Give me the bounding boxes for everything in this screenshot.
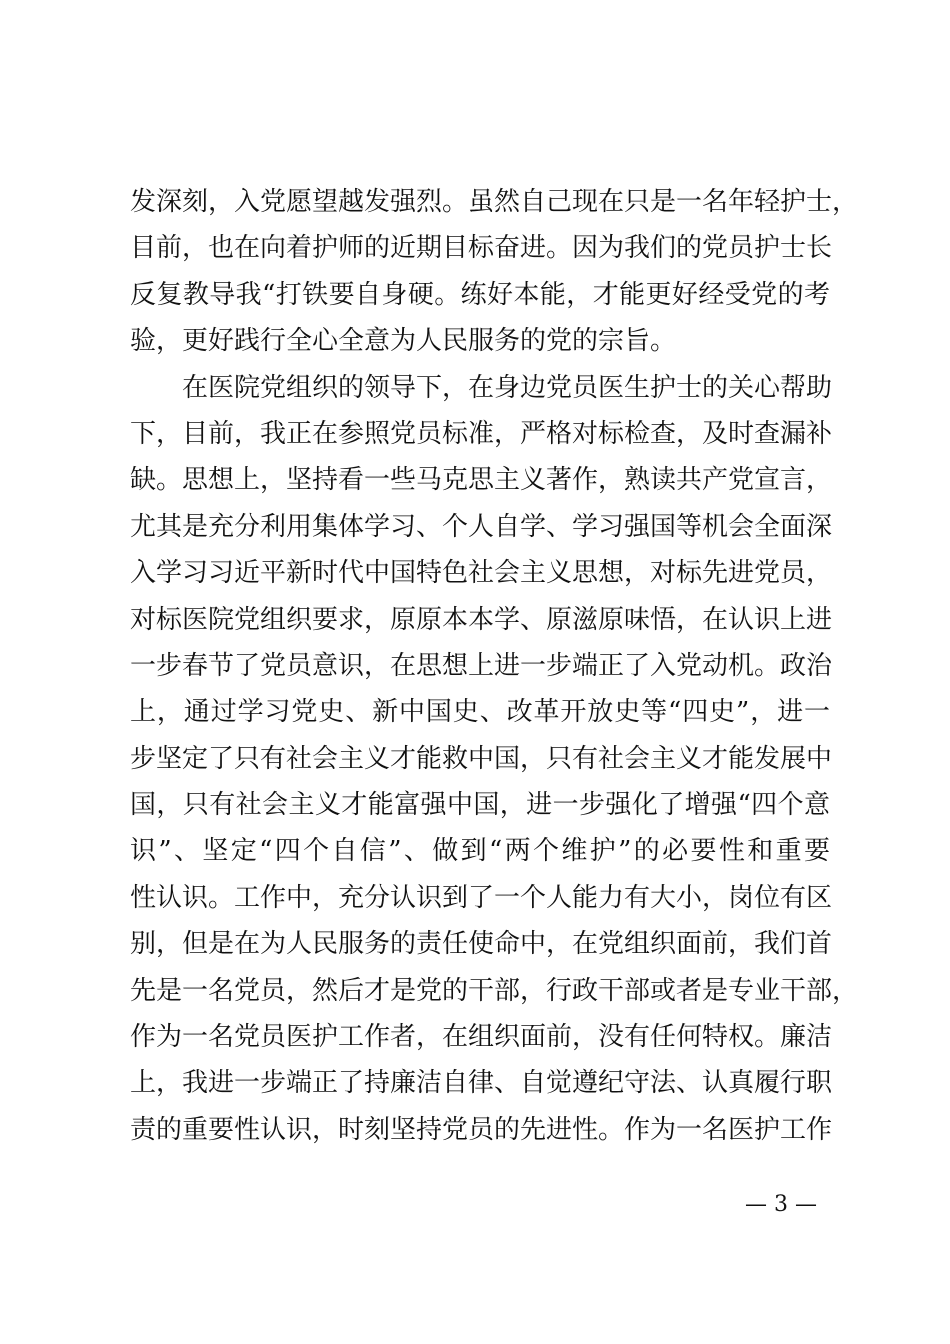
text-line: 责的重要性认识，时刻坚持党员的先进性。作为一名医护工作 xyxy=(130,1114,833,1145)
text-line: 入学习习近平新时代中国特色社会主义思想，对标先进党员， xyxy=(130,558,833,589)
text-line: 一步春节了党员意识，在思想上进一步端正了入党动机。政治 xyxy=(130,650,833,681)
text-line: 上，我进一步端正了持廉洁自律、自觉遵纪守法、认真履行职 xyxy=(130,1068,833,1099)
paragraph-1 xyxy=(130,179,859,365)
paragraph-2 xyxy=(130,365,859,1154)
text-line: 别，但是在为人民服务的责任使命中，在党组织面前，我们首 xyxy=(130,929,833,960)
text-line: 验，更好践行全心全意为人民服务的党的宗旨。 xyxy=(130,326,677,357)
text-line: 下，目前，我正在参照党员标准，严格对标检查，及时查漏补 xyxy=(130,418,833,449)
text-line: 识”、坚定“四个自信”、做到“两个维护”的必要性和重要 xyxy=(130,836,830,867)
text-line: 对标医院党组织要求，原原本本学、原滋原味悟，在认识上进 xyxy=(130,604,833,635)
page-number: — 3 — xyxy=(745,1192,817,1217)
text-line: 先是一名党员，然后才是党的干部，行政干部或者是专业干部， xyxy=(130,975,859,1006)
text-line: 在医院党组织的领导下，在身边党员医生护士的关心帮助 xyxy=(182,372,833,403)
text-line: 步坚定了只有社会主义才能救中国，只有社会主义才能发展中 xyxy=(130,743,833,774)
text-line: 目前，也在向着护师的近期目标奋进。因为我们的党员护士长 xyxy=(130,233,833,264)
text-line: 反复教导我“打铁要自身硬。练好本能，才能更好经受党的考 xyxy=(130,279,830,310)
text-line: 缺。思想上，坚持看一些马克思主义著作，熟读共产党宣言， xyxy=(130,465,833,496)
text-line: 国，只有社会主义才能富强中国，进一步强化了增强“四个意 xyxy=(130,790,830,821)
text-line: 上，通过学习党史、新中国史、改革开放史等“四史”，进一 xyxy=(130,697,830,728)
body-text xyxy=(130,179,859,1153)
text-line: 作为一名党员医护工作者，在组织面前，没有任何特权。廉洁 xyxy=(130,1022,833,1053)
text-line: 发深刻，入党愿望越发强烈。虽然自己现在只是一名年轻护士， xyxy=(130,187,859,217)
text-line: 尤其是充分利用集体学习、个人自学、学习强国等机会全面深 xyxy=(130,511,833,542)
text-line: 性认识。工作中，充分认识到了一个人能力有大小，岗位有区 xyxy=(130,882,833,913)
